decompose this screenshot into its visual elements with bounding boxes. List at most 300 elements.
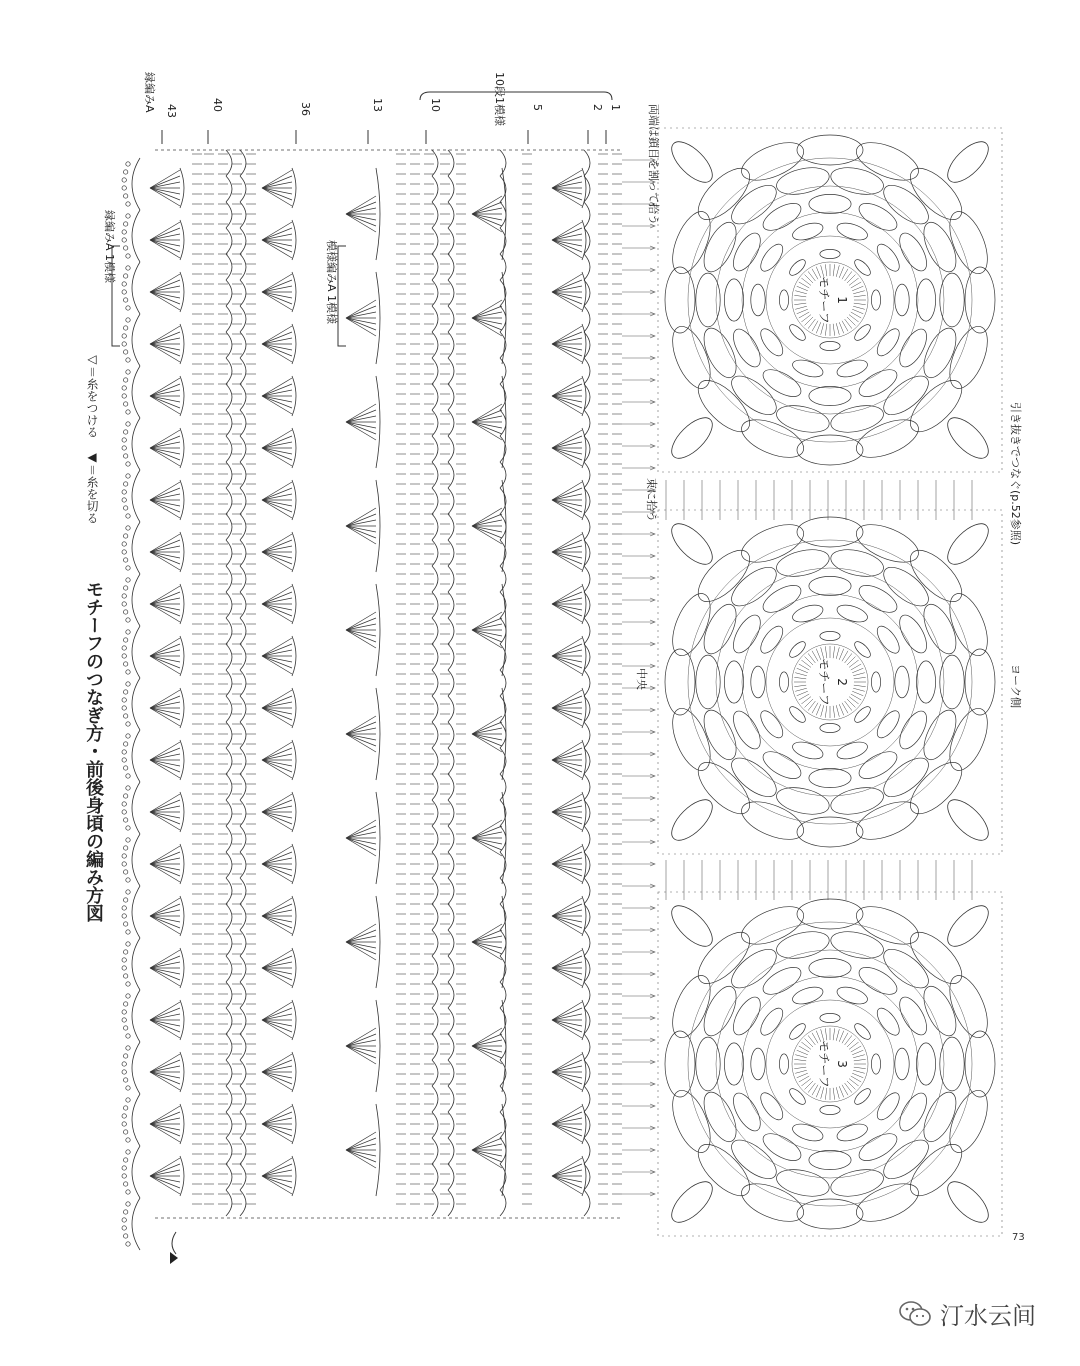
picot-mark: [123, 350, 127, 354]
petal: [871, 1054, 880, 1074]
petal: [820, 723, 840, 732]
stitch-tick: [839, 1031, 844, 1042]
picot-mark: [122, 706, 126, 710]
picot-mark: [126, 266, 130, 270]
stitch-tick: [795, 306, 807, 309]
stitch-tick: [852, 309, 863, 314]
chain-arc: [432, 384, 438, 410]
picot-mark: [126, 826, 130, 830]
petal: [759, 746, 805, 784]
picot-mark: [126, 214, 130, 218]
fan-motif: [472, 792, 506, 884]
petal: [877, 178, 934, 231]
chain-arc: [226, 904, 232, 930]
chain-arc: [500, 878, 506, 904]
fan-motif: [150, 844, 184, 884]
chain-arc: [432, 644, 438, 670]
row-number-1: 1: [609, 104, 622, 111]
corner-petal: [941, 1175, 995, 1229]
picot-mark: [126, 422, 130, 426]
fan-motif: [552, 428, 586, 468]
fan-motif: [150, 1104, 184, 1144]
edging-scallop: [132, 262, 140, 314]
petal: [725, 369, 782, 422]
fan-motif: [150, 532, 184, 572]
chain-arc: [240, 1008, 246, 1034]
row-number-13: 13: [371, 98, 384, 112]
stitch-tick: [794, 677, 806, 679]
picot-mark: [126, 462, 130, 466]
chain-arc: [432, 566, 438, 592]
picot-mark: [123, 846, 127, 850]
fan-motif: [262, 220, 296, 260]
chain-arc: [448, 1008, 454, 1034]
chain-arc: [240, 618, 246, 644]
stitch-tick: [825, 264, 827, 276]
picot-mark: [126, 982, 130, 986]
edging-scallop: [132, 834, 140, 886]
fan-motif: [472, 272, 506, 364]
fan-motif: [346, 1104, 380, 1196]
picot-mark: [126, 358, 130, 362]
fan-motif: [346, 896, 380, 988]
stitch-tick: [816, 322, 821, 333]
fan-motif: [150, 584, 184, 624]
edging-scallop: [132, 730, 140, 782]
fan-motif: [150, 376, 184, 416]
petal: [820, 1105, 840, 1114]
chain-arc: [432, 748, 438, 774]
petal: [759, 1128, 805, 1166]
chain-arc: [448, 878, 454, 904]
picot-mark: [123, 222, 127, 226]
picot-mark: [126, 734, 130, 738]
edging-scallop: [132, 470, 140, 522]
corner-petal: [941, 135, 995, 189]
picot-mark: [126, 618, 130, 622]
row-number-10: 10: [429, 98, 442, 112]
petal: [828, 783, 886, 819]
picot-mark: [123, 506, 127, 510]
pattern-repeat-bracket: [338, 246, 346, 346]
motif-1-name: モチーフ: [817, 276, 831, 324]
petal: [894, 229, 932, 275]
stitch-tick: [795, 1070, 807, 1073]
picot-mark: [123, 298, 127, 302]
petal: [774, 545, 832, 581]
fan-motif: [150, 1000, 184, 1040]
fan-motif: [150, 792, 184, 832]
stitch-tick: [825, 706, 827, 718]
stitch-tick: [839, 322, 844, 333]
fan-motif: [552, 896, 586, 936]
chain-arc: [432, 358, 438, 384]
chain-arc: [448, 1164, 454, 1190]
picot-mark: [122, 906, 126, 910]
petal: [696, 1037, 720, 1091]
stitch-tick: [852, 691, 863, 696]
picot-mark: [122, 1070, 126, 1074]
chain-arc: [240, 748, 246, 774]
stitch-tick: [854, 303, 866, 305]
fan-motif: [262, 844, 296, 884]
chain-arc: [448, 1034, 454, 1060]
petal: [759, 364, 805, 402]
start-curve: [172, 1232, 176, 1254]
chain-arc: [240, 514, 246, 540]
petal: [940, 273, 964, 327]
chain-arc: [584, 306, 590, 332]
petal: [894, 1089, 932, 1135]
petal: [797, 135, 863, 165]
stitch-tick: [854, 1059, 866, 1061]
picot-mark: [123, 690, 127, 694]
edging-scallop: [132, 990, 140, 1042]
chain-arc: [584, 202, 590, 228]
pick-split-label: 両端は鎖目を割って拾う: [647, 104, 660, 225]
fan-motif: [552, 272, 586, 312]
chain-arc: [448, 904, 454, 930]
petal: [916, 279, 935, 321]
chain-arc: [448, 254, 454, 280]
picot-mark: [123, 1054, 127, 1058]
picot-mark: [123, 326, 127, 330]
corner-petal: [941, 793, 995, 847]
chain-arc: [226, 358, 232, 384]
picot-mark: [122, 334, 126, 338]
chain-arc: [448, 956, 454, 982]
chain-arc: [500, 826, 506, 852]
petal: [665, 1031, 695, 1097]
picot-mark: [126, 566, 130, 570]
picot-mark: [126, 474, 130, 478]
chain-arc: [500, 306, 506, 332]
chain-arc: [584, 150, 590, 176]
fan-motif: [346, 1000, 380, 1092]
chain-arc: [500, 254, 506, 280]
picot-mark: [123, 586, 127, 590]
petal: [774, 401, 832, 437]
petal: [828, 1165, 886, 1201]
chain-arc: [432, 904, 438, 930]
chain-arc: [584, 1086, 590, 1112]
chain-arc: [226, 774, 232, 800]
picot-mark: [123, 534, 127, 538]
row-number-43: 43: [165, 104, 178, 118]
fan-motif: [150, 688, 184, 728]
stitch-tick: [854, 685, 866, 687]
picot-mark: [123, 870, 127, 874]
chain-arc: [584, 670, 590, 696]
petal: [895, 284, 909, 316]
picot-mark: [122, 654, 126, 658]
stitch-tick: [839, 704, 844, 715]
picot-mark: [123, 610, 127, 614]
chain-arc: [584, 826, 590, 852]
chain-arc: [448, 748, 454, 774]
chain-arc: [226, 1034, 232, 1060]
stitch-tick: [821, 705, 824, 717]
petal: [809, 576, 851, 595]
edging-scallop: [132, 1042, 140, 1094]
chain-arc: [500, 566, 506, 592]
picot-mark: [122, 646, 126, 650]
picot-mark: [126, 1202, 130, 1206]
picot-mark: [122, 386, 126, 390]
chain-arc: [500, 150, 506, 176]
petal: [916, 1043, 935, 1085]
stitch-tick: [816, 704, 821, 715]
chain-arc: [226, 644, 232, 670]
pick-bundle-label: 束に拾う: [645, 478, 658, 522]
stitch-tick: [797, 1050, 808, 1055]
chain-arc: [432, 254, 438, 280]
picot-mark: [123, 482, 127, 486]
stitch-tick: [833, 1088, 835, 1100]
picot-mark: [126, 1150, 130, 1154]
chain-arc: [432, 228, 438, 254]
picot-mark: [123, 1234, 127, 1238]
picot-mark: [126, 890, 130, 894]
legend: ◁＝糸をつける ◀＝糸を切る: [85, 352, 99, 525]
picot-mark: [122, 594, 126, 598]
fan-motif: [472, 896, 506, 988]
chain-arc: [240, 1164, 246, 1190]
chain-arc: [500, 358, 506, 384]
chain-arc: [226, 1138, 232, 1164]
chain-arc: [240, 306, 246, 332]
corner-petal: [941, 411, 995, 465]
petal: [895, 666, 909, 698]
chain-arc: [448, 488, 454, 514]
petal: [724, 1043, 743, 1085]
edging-scallop: [132, 314, 140, 366]
petal: [757, 707, 787, 741]
stitch-tick: [833, 324, 835, 336]
petal: [828, 401, 886, 437]
picot-mark: [126, 1034, 130, 1038]
edging-scallop: [132, 626, 140, 678]
motif-2-name: モチーフ: [817, 658, 831, 706]
corner-petal: [941, 517, 995, 571]
picot-mark: [126, 786, 130, 790]
stitch-tick: [836, 323, 839, 335]
petal: [809, 768, 851, 787]
petal: [725, 1133, 782, 1186]
corner-petal: [665, 517, 719, 571]
picot-mark: [123, 274, 127, 278]
fan-motif: [472, 376, 506, 468]
stitch-tick: [795, 291, 807, 294]
petal: [855, 580, 901, 618]
petal: [855, 198, 901, 236]
picot-mark: [123, 1106, 127, 1110]
stitch-tick: [852, 1073, 863, 1078]
chain-arc: [448, 1086, 454, 1112]
chain-arc: [432, 1164, 438, 1190]
petal: [877, 369, 934, 422]
petal: [751, 1048, 765, 1080]
stitch-tick: [833, 264, 835, 276]
chain-arc: [240, 436, 246, 462]
fan-motif: [346, 480, 380, 572]
picot-mark: [123, 794, 127, 798]
corner-petal: [665, 411, 719, 465]
petal: [820, 341, 840, 350]
stitch-tick: [853, 1070, 865, 1073]
fan-motif: [262, 272, 296, 312]
chain-arc: [584, 410, 590, 436]
fan-motif: [552, 480, 586, 520]
chain-arc: [500, 202, 506, 228]
edging-scallop: [132, 678, 140, 730]
fan-motif: [262, 1104, 296, 1144]
chain-arc: [500, 410, 506, 436]
picot-mark: [126, 670, 130, 674]
petal: [697, 1087, 742, 1146]
chain-arc: [584, 618, 590, 644]
petal: [725, 751, 782, 804]
petal: [820, 631, 840, 640]
stitch-tick: [836, 647, 839, 659]
chain-arc: [226, 1008, 232, 1034]
fan-motif: [262, 1156, 296, 1196]
petal: [894, 611, 932, 657]
picot-mark: [123, 1158, 127, 1162]
stitch-tick: [854, 677, 866, 679]
chain-arc: [226, 488, 232, 514]
stitch-tick: [795, 673, 807, 676]
petal: [757, 1005, 787, 1039]
fan-motif: [552, 740, 586, 780]
picot-mark: [122, 810, 126, 814]
petal: [873, 241, 903, 275]
fan-motif: [262, 740, 296, 780]
fan-motif: [262, 376, 296, 416]
picot-mark: [123, 194, 127, 198]
picot-mark: [126, 370, 130, 374]
picot-mark: [122, 966, 126, 970]
fan-motif: [346, 688, 380, 780]
petal: [871, 290, 880, 310]
picot-mark: [122, 542, 126, 546]
chain-arc: [240, 228, 246, 254]
picot-mark: [122, 550, 126, 554]
corner-petal: [665, 135, 719, 189]
petal: [797, 1199, 863, 1229]
fan-motif: [552, 376, 586, 416]
picot-mark: [122, 1218, 126, 1222]
picot-mark: [123, 1182, 127, 1186]
petal: [757, 241, 787, 275]
fan-motif: [472, 168, 506, 260]
picot-mark: [123, 378, 127, 382]
chain-arc: [448, 176, 454, 202]
stitch-tick: [797, 309, 808, 314]
picot-mark: [126, 1098, 130, 1102]
chain-arc: [226, 566, 232, 592]
picot-mark: [123, 402, 127, 406]
corner-petal: [665, 899, 719, 953]
fan-motif: [552, 168, 586, 208]
picot-mark: [122, 854, 126, 858]
edging-scallop: [132, 938, 140, 990]
fan-motif: [262, 688, 296, 728]
petal: [809, 1150, 851, 1169]
petal: [828, 927, 886, 963]
petal: [917, 600, 962, 659]
petal: [828, 545, 886, 581]
stitch-tick: [821, 323, 824, 335]
body-pattern-rows: [122, 150, 622, 1250]
picot-mark: [123, 714, 127, 718]
picot-mark: [126, 318, 130, 322]
fan-motif: [552, 532, 586, 572]
fan-motif: [472, 584, 506, 676]
stitch-tick: [821, 1029, 824, 1041]
edging-scallop: [132, 1146, 140, 1198]
page-title: モチーフのつなぎ方・前後身頃の編み方図: [83, 580, 104, 922]
picot-mark: [123, 766, 127, 770]
motif-3-name: モチーフ: [817, 1040, 831, 1088]
chain-arc: [226, 618, 232, 644]
chain-arc: [240, 904, 246, 930]
fan-motif: [150, 1052, 184, 1092]
fan-motif: [262, 532, 296, 572]
edging-scallop: [132, 522, 140, 574]
petal: [751, 284, 765, 316]
fan-motif: [346, 792, 380, 884]
petal: [697, 323, 742, 382]
petal: [940, 655, 964, 709]
petal: [757, 623, 787, 657]
picot-mark: [123, 170, 127, 174]
picot-mark: [122, 914, 126, 918]
picot-mark: [122, 698, 126, 702]
stitch-tick: [853, 1055, 865, 1058]
picot-mark: [126, 306, 130, 310]
stitch-tick: [839, 1086, 844, 1097]
fan-motif: [552, 1000, 586, 1040]
fan-motif: [150, 948, 184, 988]
edging-scallop: [132, 1094, 140, 1146]
chain-arc: [584, 1034, 590, 1060]
picot-mark: [123, 898, 127, 902]
petal: [877, 560, 934, 613]
stitch-tick: [825, 1028, 827, 1040]
petal: [728, 229, 766, 275]
center-label: 中央: [635, 668, 648, 690]
chain-arc: [584, 774, 590, 800]
picot-mark: [122, 1226, 126, 1230]
fan-motif: [472, 480, 506, 572]
picot-mark: [126, 878, 130, 882]
chain-arc: [226, 748, 232, 774]
picot-mark: [123, 454, 127, 458]
chain-arc: [500, 514, 506, 540]
stitch-tick: [853, 688, 865, 691]
picot-mark: [123, 638, 127, 642]
petal: [696, 273, 720, 327]
petal: [725, 942, 782, 995]
petal: [797, 517, 863, 547]
picot-mark: [123, 430, 127, 434]
picot-mark: [123, 1002, 127, 1006]
row-number-36: 36: [299, 102, 312, 116]
corner-petal: [665, 793, 719, 847]
picot-mark: [126, 838, 130, 842]
picot-mark: [122, 802, 126, 806]
